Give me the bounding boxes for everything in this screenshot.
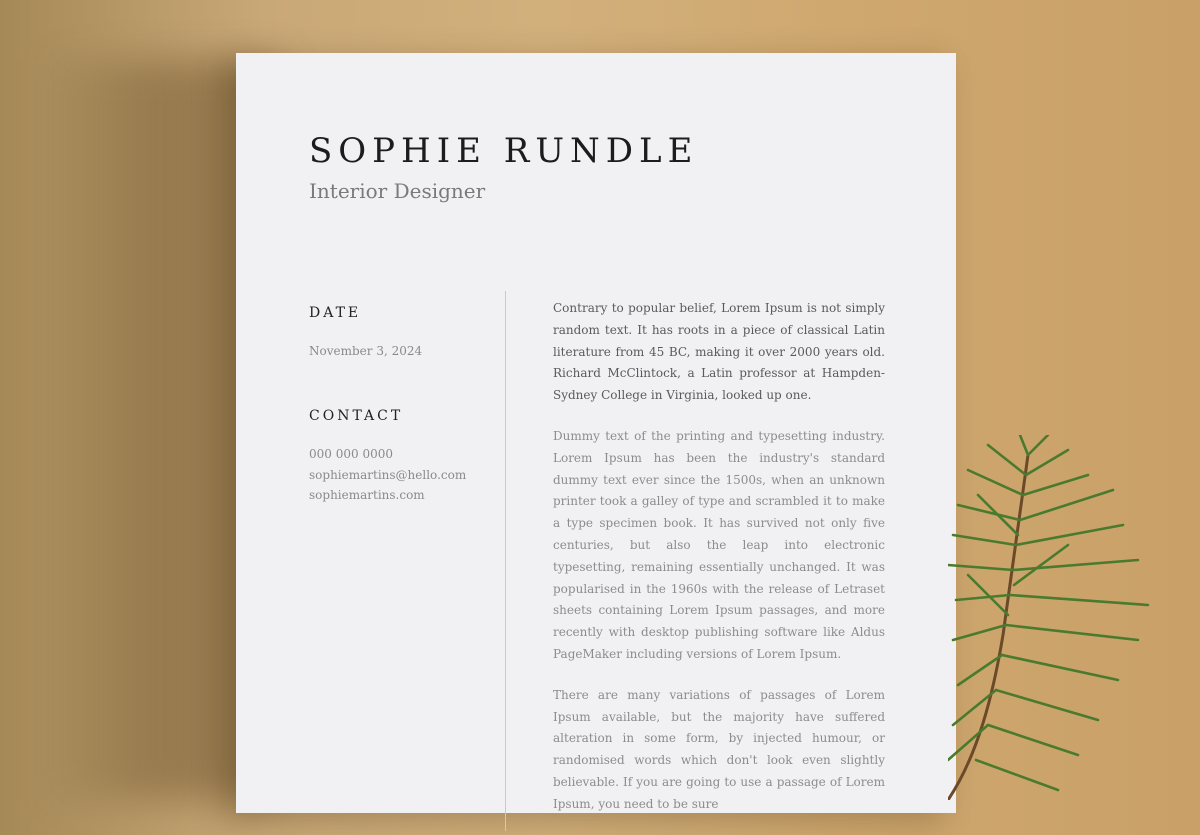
contact-phone: 000 000 0000	[309, 447, 393, 461]
resume-page	[236, 53, 956, 813]
plant-sprig	[948, 435, 1200, 800]
body-column	[553, 298, 885, 835]
body-paragraph: Dummy text of the printing and typesetting industry. Lorem Ipsum has been the industry's standard dummy text ever since the 1500s, when an unknown printer took a galley of type and scrambled it to make a type specimen book. It has survived not only five centuries, but also the leap into electronic typesetting, remaining essentially unchanged. It was popularised in the 1960s with the release of Letraset sheets containing Lorem Ipsum passages, and more recently with desktop publishing software like Aldus PageMaker including versions of Lorem Ipsum.	[553, 428, 885, 661]
date-value: November 3, 2024	[309, 344, 423, 358]
contact-block	[309, 444, 466, 506]
contact-website: sophiemartins.com	[309, 488, 425, 502]
body-paragraph: Contrary to popular belief, Lorem Ipsum is not simply random text. It has roots in a piece of classical Latin literature from 45 BC, making it over 2000 years old. Richard McClintock, a Latin professor at Hampden-Sydney College in Virginia, looked up one.	[553, 301, 885, 403]
contact-email: sophiemartins@hello.com	[309, 467, 467, 482]
contact-heading: CONTACT	[309, 408, 404, 424]
date-heading: DATE	[309, 305, 362, 321]
column-divider	[505, 291, 506, 831]
body-paragraph: There are many variations of passages of Lorem Ipsum available, but the majority have suffered alteration in some form, by injected humour, or randomised words which don't look even slightly believable. If you are going to use a passage of Lorem Ipsum, you need to be sure	[553, 687, 885, 811]
resume-role: Interior Designer	[309, 179, 486, 203]
resume-name: SOPHIE RUNDLE	[309, 131, 699, 171]
